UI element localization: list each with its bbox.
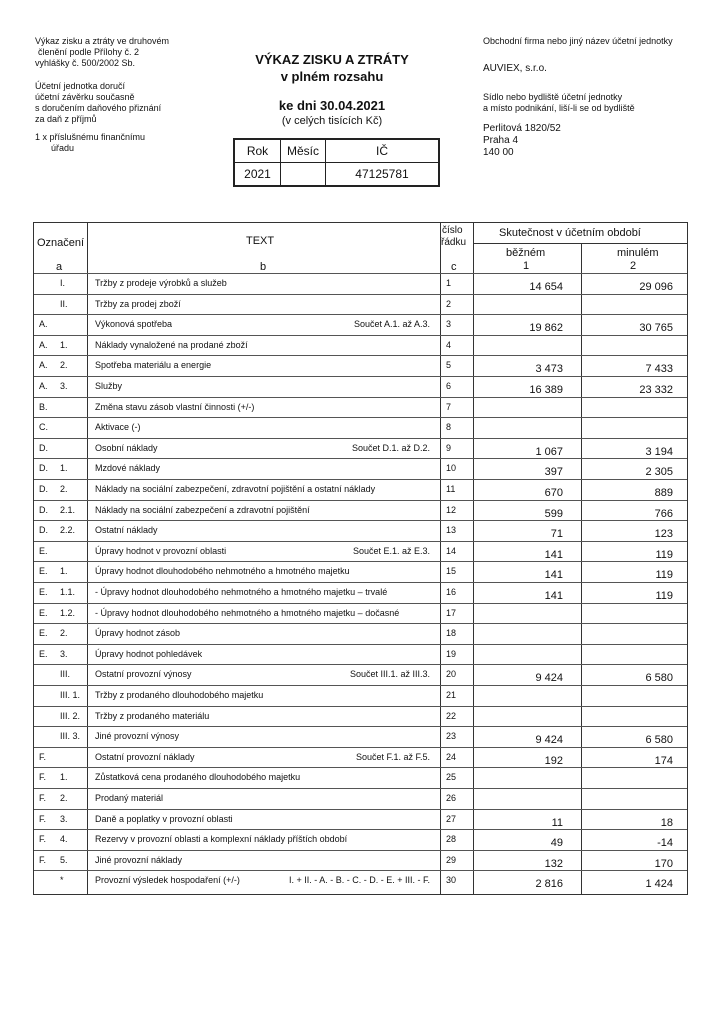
table-row xyxy=(34,706,687,727)
table-row xyxy=(34,376,687,397)
row-text: Výkonová spotřeba xyxy=(95,319,173,330)
row-text: Úpravy hodnot dlouhodobého nehmotného a hmotného majetku xyxy=(95,566,350,577)
row-sum-formula: Součet F.1. až F.5. xyxy=(355,751,430,762)
row-code: D. xyxy=(39,525,48,536)
row-number: 26 xyxy=(446,793,457,803)
row-subcode: 3. xyxy=(60,648,68,659)
row-previous-value: 2 305 xyxy=(645,466,673,479)
table-row xyxy=(34,355,687,376)
table-row xyxy=(34,850,687,871)
firm-label: Obchodní firma nebo jiný název účetní jednotky xyxy=(483,36,673,46)
row-previous-value: 170 xyxy=(654,857,673,870)
col-minule: minulém xyxy=(617,247,659,259)
year-header: Rok xyxy=(234,139,281,163)
col-2: 2 xyxy=(630,260,637,272)
row-previous-value: 119 xyxy=(655,590,673,602)
row-previous-value: 119 xyxy=(655,569,673,582)
id-table xyxy=(233,138,440,187)
table-row xyxy=(34,664,687,685)
row-subcode: 1. xyxy=(60,566,68,577)
row-subcode: II. xyxy=(60,298,68,309)
table-row xyxy=(34,500,687,521)
row-current-value: 2 816 xyxy=(535,878,563,891)
row-number: 8 xyxy=(446,422,452,433)
col-oznaceni: Označení xyxy=(37,237,85,249)
row-number: 21 xyxy=(446,690,457,700)
income-statement-table xyxy=(33,222,688,895)
row-number: 24 xyxy=(446,751,457,762)
row-code: E. xyxy=(39,587,48,597)
row-number: 14 xyxy=(446,545,457,556)
firm-name: AUVIEX, s.r.o. xyxy=(483,63,547,74)
row-text: Tržby z prodaného materiálu xyxy=(95,710,210,721)
row-subcode: III. xyxy=(60,669,71,680)
row-subcode: 5. xyxy=(60,854,68,865)
title-main: VÝKAZ ZISKU A ZTRÁTY xyxy=(255,52,409,67)
table-row xyxy=(34,809,687,830)
table-row xyxy=(34,582,687,603)
row-sum-formula: Součet A.1. až A.3. xyxy=(353,319,430,330)
row-text: - Úpravy hodnot dlouhodobého nehmotného a hmotného majetku – trvalé xyxy=(95,587,388,597)
table-row xyxy=(34,335,687,356)
row-text: Tržby z prodaného dlouhodobého majetku xyxy=(95,690,264,700)
col-skutecnost: Skutečnost v účetním období xyxy=(499,227,641,239)
row-subcode: III. 1. xyxy=(60,690,81,700)
col-1: 1 xyxy=(523,260,530,272)
row-number: 11 xyxy=(446,484,456,494)
row-current-value: 9 424 xyxy=(535,734,563,747)
row-code: F. xyxy=(39,854,47,865)
row-text: Osobní náklady xyxy=(95,442,158,453)
row-text: Ostatní provozní náklady xyxy=(95,751,195,762)
row-current-value: 71 xyxy=(550,528,563,541)
row-code: E. xyxy=(39,566,48,577)
row-subcode: III. 3. xyxy=(60,731,81,742)
row-number: 30 xyxy=(446,875,457,886)
row-previous-value: 3 194 xyxy=(645,445,673,458)
table-row xyxy=(34,747,687,768)
report-date: ke dni 30.04.2021 xyxy=(278,98,386,113)
row-subcode: III. 2. xyxy=(60,710,81,721)
table-row xyxy=(34,767,687,788)
row-code: C. xyxy=(39,422,48,433)
row-number: 10 xyxy=(446,463,457,474)
row-code: A. xyxy=(39,381,48,391)
table-row xyxy=(34,397,687,418)
row-current-value: 16 389 xyxy=(529,384,563,396)
table-row xyxy=(34,520,687,541)
row-number: 29 xyxy=(446,854,457,865)
row-text: Prodaný materiál xyxy=(95,793,164,803)
table-row xyxy=(34,438,687,459)
row-text: Úpravy hodnot pohledávek xyxy=(95,648,203,659)
row-code: E. xyxy=(39,648,48,659)
row-subcode: 3. xyxy=(60,813,68,824)
title-scope: v plném rozsahu xyxy=(280,69,384,84)
table-row xyxy=(34,479,687,500)
row-subcode: 3. xyxy=(60,381,68,391)
row-text: Provozní výsledek hospodaření (+/-) xyxy=(95,875,240,886)
row-number: 25 xyxy=(446,772,457,783)
row-previous-value: 6 580 xyxy=(645,672,673,685)
delivery-note: Účetní jednotka doručí účetní závěrku současně s doručením daňového přiznání za daň z příjmů xyxy=(35,81,162,124)
row-number: 18 xyxy=(446,628,457,639)
row-sum-formula: Součet III.1. až III.3. xyxy=(349,669,430,680)
row-subcode: 1. xyxy=(60,339,68,350)
row-code: A. xyxy=(39,339,48,350)
col-radku: řádku xyxy=(441,237,467,248)
row-previous-value: 1 424 xyxy=(645,878,673,891)
table-row xyxy=(34,726,687,747)
row-previous-value: 29 096 xyxy=(639,281,673,293)
form-basis-note: Výkaz zisku a ztráty ve druhovém členění podle Přílohy č. 2 vyhlášky č. 500/2002 Sb. xyxy=(35,36,170,68)
row-number: 6 xyxy=(446,381,452,391)
ic-value: 47125781 xyxy=(326,163,440,187)
col-text: TEXT xyxy=(246,235,275,247)
row-current-value: 599 xyxy=(544,507,563,520)
row-previous-value: 123 xyxy=(654,528,673,541)
table-row xyxy=(34,561,687,582)
row-subcode: 2.1. xyxy=(60,504,76,515)
row-previous-value: 6 580 xyxy=(645,734,673,747)
row-current-value: 3 473 xyxy=(535,363,563,376)
row-code: F. xyxy=(39,772,47,783)
row-previous-value: 7 433 xyxy=(645,363,673,376)
row-text: Mzdové náklady xyxy=(95,463,161,474)
row-sum-formula: Součet D.1. až D.2. xyxy=(351,442,430,453)
row-code: F. xyxy=(39,751,47,762)
table-row xyxy=(34,788,687,809)
row-previous-value: 766 xyxy=(654,507,673,520)
row-subcode: 2. xyxy=(60,360,68,371)
row-code: A. xyxy=(39,319,48,330)
entity-info xyxy=(483,36,713,159)
row-code: A. xyxy=(39,360,48,371)
row-subcode: 1.2. xyxy=(60,607,76,618)
table-row xyxy=(34,603,687,624)
row-number: 17 xyxy=(446,607,457,618)
table-row xyxy=(34,541,687,562)
row-subcode: 2. xyxy=(60,628,68,639)
row-subcode: * xyxy=(60,875,64,886)
row-current-value: 141 xyxy=(544,548,563,561)
row-current-value: 192 xyxy=(544,754,563,767)
row-number: 13 xyxy=(446,525,457,536)
row-previous-value: 889 xyxy=(654,487,673,499)
row-number: 7 xyxy=(446,401,452,412)
table-row xyxy=(34,294,687,315)
row-previous-value: 30 765 xyxy=(639,322,673,335)
row-number: 2 xyxy=(446,298,452,309)
row-subcode: 4. xyxy=(60,834,68,845)
month-value xyxy=(281,163,326,187)
row-code: D. xyxy=(39,484,48,494)
row-text: Úpravy hodnot v provozní oblasti xyxy=(95,545,227,556)
row-code: F. xyxy=(39,813,47,824)
row-text: Ostatní provozní výnosy xyxy=(95,669,192,680)
row-text: Tržby z prodeje výrobků a služeb xyxy=(95,278,227,288)
row-text: Tržby za prodej zboží xyxy=(95,298,181,309)
table-row xyxy=(34,685,687,706)
row-text: Služby xyxy=(95,381,123,391)
row-number: 4 xyxy=(446,339,452,350)
col-b: b xyxy=(260,261,267,273)
table-row xyxy=(34,829,687,850)
row-text: Zůstatková cena prodaného dlouhodobého majetku xyxy=(95,772,301,783)
row-sum-formula: Součet E.1. až E.3. xyxy=(352,545,430,556)
row-number: 15 xyxy=(446,566,457,577)
col-bezne: běžném xyxy=(506,247,546,259)
row-current-value: 9 424 xyxy=(535,672,563,685)
row-previous-value: 174 xyxy=(654,754,673,767)
row-subcode: 2.2. xyxy=(60,525,76,536)
row-text: Daně a poplatky v provozní oblasti xyxy=(95,813,233,824)
report-title xyxy=(225,52,439,128)
row-number: 1 xyxy=(446,278,452,288)
seat-label: Sídlo nebo bydliště účetní jednotky a místo podnikání, liší-li se od bydliště xyxy=(483,92,635,113)
row-subcode: 2. xyxy=(60,484,68,494)
row-code: B. xyxy=(39,401,48,412)
row-current-value: 141 xyxy=(544,569,563,582)
row-previous-value: 23 332 xyxy=(639,384,673,396)
row-text: Spotřeba materiálu a energie xyxy=(95,360,212,371)
row-code: F. xyxy=(39,793,47,803)
row-code: D. xyxy=(39,442,48,453)
row-number: 16 xyxy=(446,587,457,597)
row-previous-value: 18 xyxy=(660,816,673,829)
row-code: D. xyxy=(39,504,48,515)
row-text: Rezervy v provozní oblasti a komplexní náklady příštích období xyxy=(95,834,348,845)
row-current-value: 670 xyxy=(544,487,563,499)
table-row xyxy=(34,623,687,644)
col-c: c xyxy=(451,261,457,273)
address: Perlitová 1820/52 Praha 4 140 00 xyxy=(483,123,561,158)
row-subcode: I. xyxy=(60,278,66,288)
report-units: (v celých tisících Kč) xyxy=(281,115,383,127)
row-previous-value: 119 xyxy=(655,548,673,561)
row-sum-formula: I. + II. - A. - B. - C. - D. - E. + III. - F. xyxy=(288,875,430,886)
row-current-value: 141 xyxy=(544,590,563,602)
row-current-value: 1 067 xyxy=(535,445,563,458)
row-current-value: 19 862 xyxy=(529,322,563,335)
ic-header: IČ xyxy=(326,139,440,163)
row-text: Ostatní náklady xyxy=(95,525,158,536)
form-notes xyxy=(35,36,225,161)
row-text: Změna stavu zásob vlastní činnosti (+/-) xyxy=(95,401,255,412)
row-text: Náklady na sociální zabezpečení, zdravotní pojištění a ostatní náklady xyxy=(95,484,376,494)
row-number: 28 xyxy=(446,834,457,845)
table-row xyxy=(34,273,687,294)
row-number: 5 xyxy=(446,360,452,371)
row-text: Náklady vynaložené na prodané zboží xyxy=(95,339,248,350)
row-subcode: 1.1. xyxy=(60,587,76,597)
year-value: 2021 xyxy=(234,163,281,187)
row-subcode: 1. xyxy=(60,463,68,474)
row-current-value: 14 654 xyxy=(529,281,563,293)
table-row xyxy=(34,458,687,479)
table-row xyxy=(34,314,687,335)
row-number: 27 xyxy=(446,813,457,824)
row-text: Aktivace (-) xyxy=(95,422,141,433)
row-code: E. xyxy=(39,545,48,556)
row-subcode: 2. xyxy=(60,793,68,803)
row-text: Úpravy hodnot zásob xyxy=(95,628,181,639)
copies-note: 1 x příslušnému finančnímu úřadu xyxy=(35,132,146,153)
row-current-value: 11 xyxy=(551,816,563,829)
col-a: a xyxy=(56,261,63,273)
row-number: 9 xyxy=(446,442,452,453)
row-current-value: 49 xyxy=(550,837,563,850)
row-text: Náklady na sociální zabezpečení a zdravotní pojištění xyxy=(95,504,310,515)
row-number: 22 xyxy=(446,710,457,721)
row-code: E. xyxy=(39,607,48,618)
table-row xyxy=(34,417,687,438)
row-current-value: 132 xyxy=(544,857,563,870)
row-code: F. xyxy=(39,834,47,845)
row-code: E. xyxy=(39,628,48,639)
row-number: 3 xyxy=(446,319,452,330)
row-current-value: 397 xyxy=(544,466,563,479)
row-number: 20 xyxy=(446,669,457,680)
row-text: Jiné provozní výnosy xyxy=(95,731,180,742)
row-number: 23 xyxy=(446,731,457,742)
table-row xyxy=(34,644,687,665)
col-cislo: číslo xyxy=(442,225,463,236)
row-text: Jiné provozní náklady xyxy=(95,854,183,865)
row-number: 19 xyxy=(446,648,457,659)
month-header: Měsíc xyxy=(281,139,326,163)
row-subcode: 1. xyxy=(60,772,68,783)
table-row xyxy=(34,870,687,891)
row-previous-value: -14 xyxy=(657,837,673,850)
row-text: - Úpravy hodnot dlouhodobého nehmotného a hmotného majetku – dočasné xyxy=(95,607,400,618)
row-code: D. xyxy=(39,463,48,474)
row-number: 12 xyxy=(446,504,457,515)
